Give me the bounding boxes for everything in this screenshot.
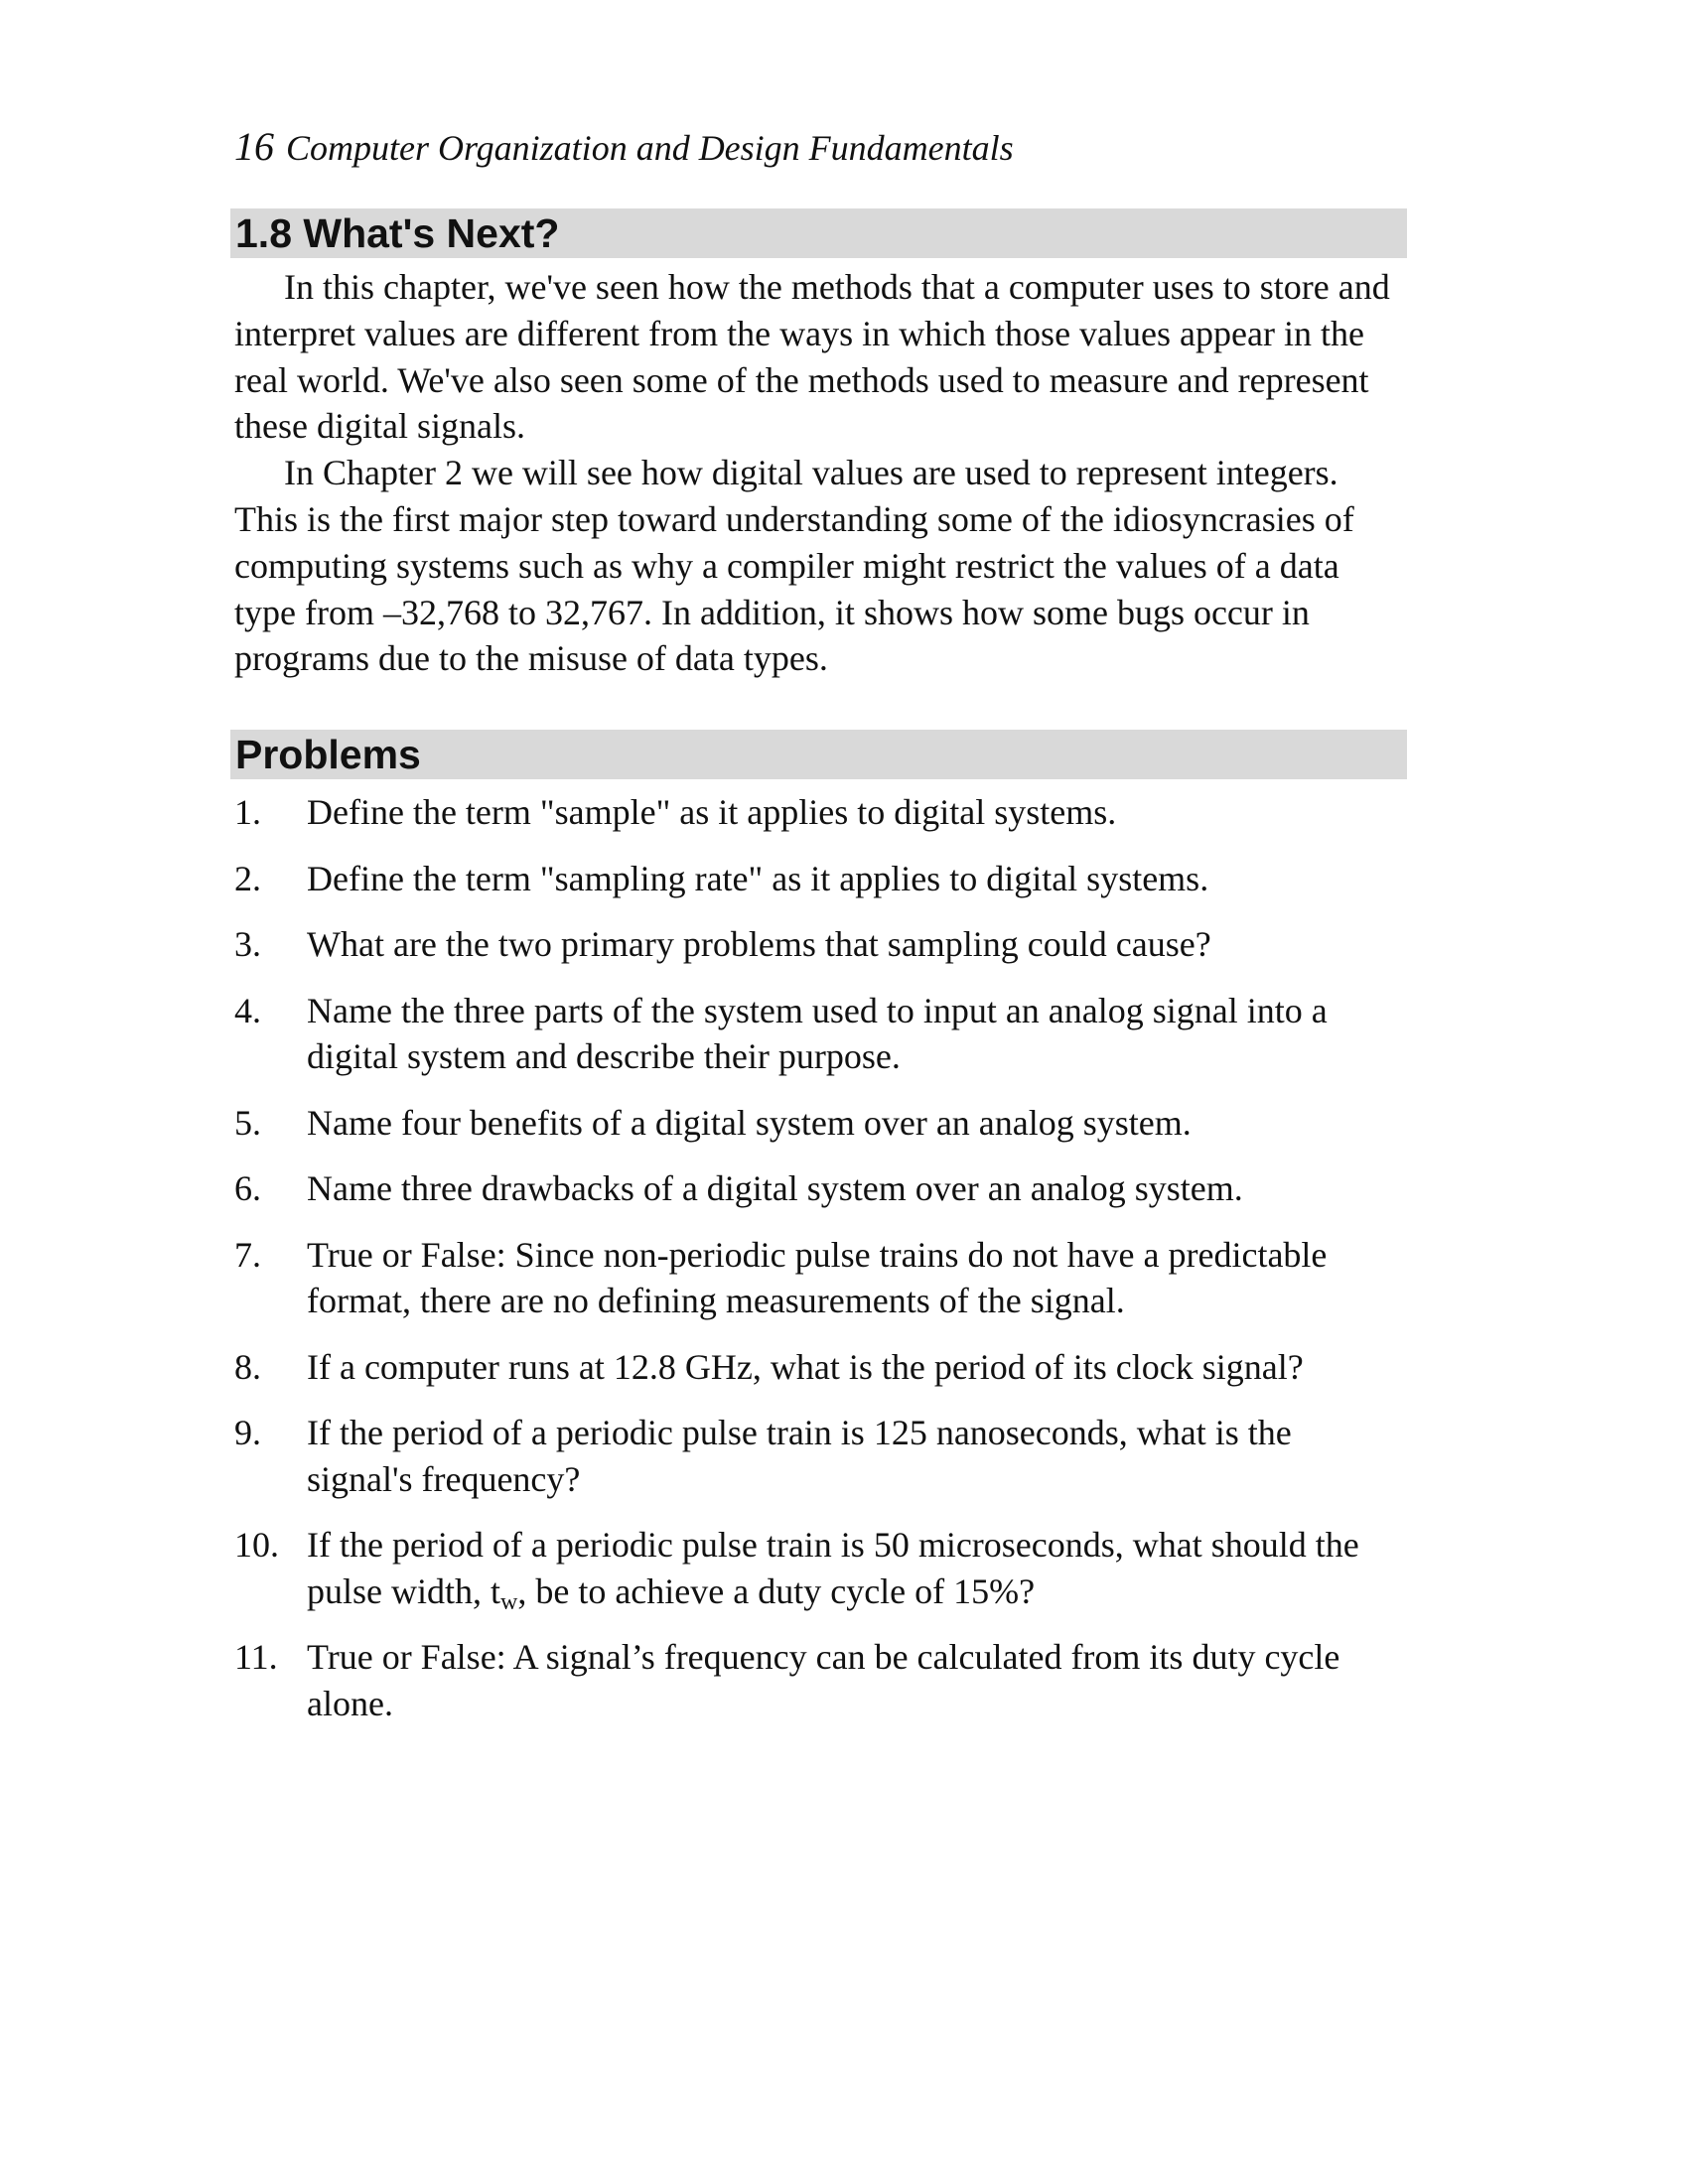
problem-text: True or False: A signal’s frequency can be calculated from its duty cycle alone. <box>307 1637 1340 1723</box>
pulse-width-subscript: w <box>500 1588 518 1615</box>
problem-number: 3. <box>234 924 261 965</box>
problem-item <box>234 789 1406 836</box>
problem-text: What are the two primary problems that sampling could cause? <box>307 924 1211 965</box>
problem-text: If the period of a periodic pulse train is 125 nanoseconds, what is the signal's frequency? <box>307 1413 1292 1499</box>
problem-number: 5. <box>234 1102 261 1143</box>
section-heading-whats-next: 1.8 What's Next? <box>230 208 1407 258</box>
problem-text: True or False: Since non-periodic pulse trains do not have a predictable format, there are no defining measurements of the signal. <box>307 1234 1328 1321</box>
problem-item <box>234 1522 1406 1614</box>
paragraph: In Chapter 2 we will see how digital values are used to represent integers. This is the first major step toward understanding some of the idiosyncrasies of computing systems such as why a compiler might restrict the values of a data type from –32,768 to 32,767. In addition, it shows how some bugs occur in programs due to the misuse of data types. <box>234 453 1354 679</box>
section-body <box>234 258 1406 682</box>
section-heading-problems: Problems <box>230 730 1407 779</box>
problem-text: Name four benefits of a digital system over an analog system. <box>307 1102 1192 1143</box>
problem-number: 1. <box>234 792 261 833</box>
problem-text: Define the term "sampling rate" as it applies to digital systems. <box>307 858 1209 898</box>
problem-text: If a computer runs at 12.8 GHz, what is the period of its clock signal? <box>307 1346 1304 1387</box>
problem-number: 11. <box>234 1637 278 1678</box>
document-page <box>234 117 1406 1746</box>
problem-number: 4. <box>234 990 261 1030</box>
problem-number: 7. <box>234 1234 261 1275</box>
problems-list <box>234 779 1406 1726</box>
problem-item <box>234 856 1406 902</box>
problem-number: 9. <box>234 1413 261 1453</box>
problem-text-part: If the period of a periodic pulse train is 50 microseconds, what should the pulse width, t <box>307 1525 1359 1611</box>
problem-text: Define the term "sample" as it applies to digital systems. <box>307 792 1117 833</box>
page-number: 16 <box>234 124 274 169</box>
problem-item <box>234 1634 1406 1726</box>
problem-number: 2. <box>234 858 261 898</box>
problem-item <box>234 1344 1406 1391</box>
problem-number: 10. <box>234 1525 279 1566</box>
problem-number: 6. <box>234 1168 261 1209</box>
problem-item <box>234 921 1406 968</box>
problem-text: Name three drawbacks of a digital system over an analog system. <box>307 1168 1243 1209</box>
problem-item <box>234 988 1406 1080</box>
problem-text-part: , be to achieve a duty cycle of 15%? <box>517 1570 1036 1611</box>
running-header <box>234 117 1406 177</box>
problem-text <box>307 1522 1406 1614</box>
book-title: Computer Organization and Design Fundamentals <box>286 128 1014 168</box>
problem-number: 8. <box>234 1346 261 1387</box>
problem-item <box>234 1410 1406 1502</box>
problem-item <box>234 1165 1406 1212</box>
problem-text: Name the three parts of the system used to input an analog signal into a digital system and describe their purpose. <box>307 990 1328 1077</box>
paragraph: In this chapter, we've seen how the methods that a computer uses to store and interpret values are different from the ways in which those values appear in the real world. We've also seen some of the methods used to measure and represent these digital signals. <box>234 267 1390 447</box>
problem-item <box>234 1100 1406 1147</box>
problem-item <box>234 1232 1406 1324</box>
